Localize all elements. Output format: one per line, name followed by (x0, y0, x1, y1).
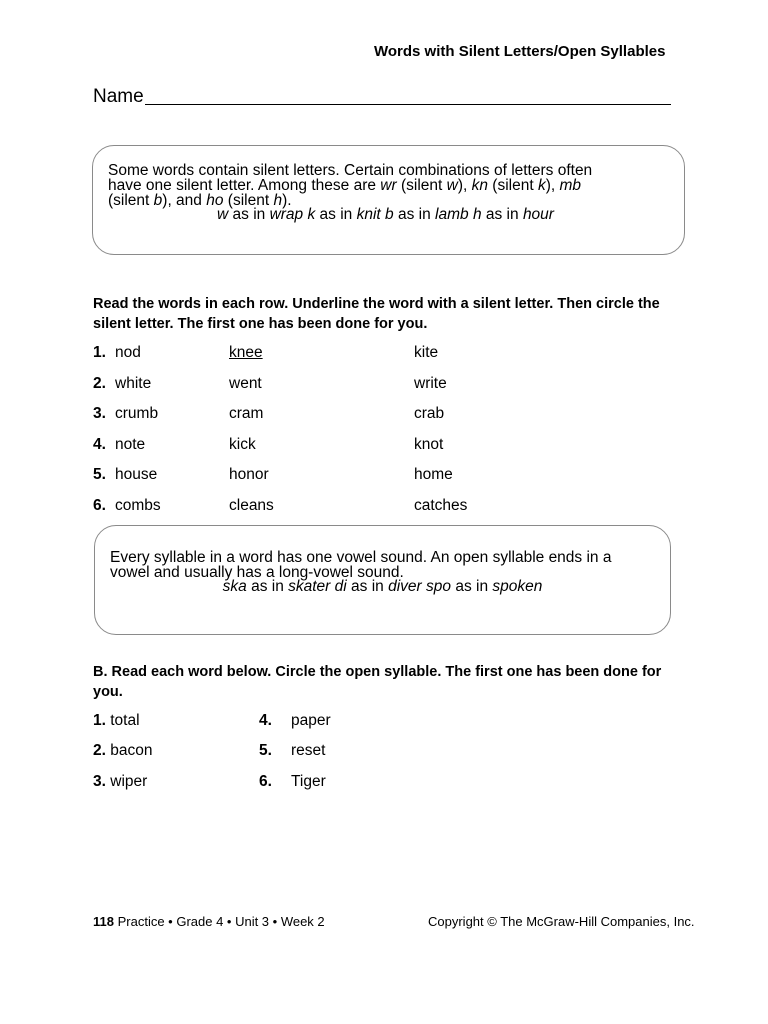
word-option[interactable]: kite (414, 344, 439, 361)
explanation-line-2: have one silent letter. Among these are wr (silent w), kn (silent k), mb (108, 177, 582, 194)
open-syllables-info-box (94, 525, 671, 635)
copyright-notice: Copyright © The McGraw-Hill Companies, Inc. (428, 914, 695, 929)
section-a-instructions: Read the words in each row. Underline the word with a silent letter. Then circle the silent letter. The first one has been done for you. (93, 296, 660, 332)
section-b-instructions: B. Read each word below. Circle the open syllable. The first one has been done for you. (93, 664, 662, 700)
syllable-word[interactable]: wiper (110, 773, 148, 790)
item-number: 2. (93, 742, 106, 759)
footer-page-info (93, 914, 325, 929)
item-number: 4. (259, 712, 272, 729)
word-option[interactable]: note (115, 436, 146, 453)
row-number: 5. (93, 466, 106, 483)
syllable-item (259, 712, 331, 732)
word-option[interactable]: knot (414, 436, 444, 453)
word-option[interactable]: cram (229, 405, 264, 422)
item-number: 1. (93, 712, 106, 729)
explanation-line-2: vowel and usually has a long-vowel sound. (110, 564, 404, 581)
syllable-word[interactable]: paper (291, 712, 331, 729)
row-number: 4. (93, 436, 106, 453)
syllable-item (93, 742, 152, 762)
word-option[interactable]: crab (414, 405, 445, 422)
syllable-item (93, 773, 147, 793)
word-option[interactable]: home (414, 466, 453, 483)
word-option[interactable]: catches (414, 497, 468, 514)
row-number: 3. (93, 405, 106, 422)
word-option[interactable]: honor (229, 466, 269, 483)
name-label: Name (93, 86, 144, 107)
row-number: 6. (93, 497, 106, 514)
word-option[interactable]: write (414, 375, 447, 392)
explanation-line-3: (silent b), and ho (silent h). (108, 192, 292, 209)
row-number: 1. (93, 344, 106, 361)
explanation-line-1: Some words contain silent letters. Certain combinations of letters often (108, 162, 593, 179)
silent-letter-examples: w as in wrap k as in knit b as in lamb h as in hour (217, 206, 554, 223)
open-syllable-examples: ska as in skater di as in diver spo as in spoken (222, 578, 543, 595)
word-option[interactable]: cleans (229, 497, 274, 514)
syllable-item (259, 773, 326, 793)
word-option[interactable]: crumb (115, 405, 159, 422)
word-option[interactable]: nod (115, 344, 141, 361)
syllable-word[interactable]: bacon (110, 742, 153, 759)
open-syllables-explanation (110, 550, 670, 580)
page-header-title: Words with Silent Letters/Open Syllables (374, 43, 666, 60)
word-option[interactable]: house (115, 466, 158, 483)
name-line (145, 104, 671, 105)
syllable-word[interactable]: total (110, 712, 140, 729)
page-number: 118 (93, 914, 114, 929)
word-option[interactable]: combs (115, 497, 161, 514)
syllable-item (93, 712, 140, 732)
syllable-word[interactable]: Tiger (291, 773, 326, 790)
word-option[interactable]: white (115, 375, 152, 392)
item-number: 5. (259, 742, 272, 759)
word-option[interactable]: kick (229, 436, 256, 453)
item-number: 3. (93, 773, 106, 790)
syllable-item (259, 742, 326, 762)
silent-letters-info-box (92, 145, 685, 255)
silent-letters-explanation (108, 163, 668, 208)
word-option-underlined[interactable]: knee (229, 344, 263, 361)
course-info: Practice • Grade 4 • Unit 3 • Week 2 (113, 914, 325, 929)
syllable-word[interactable]: reset (291, 742, 326, 759)
item-number: 6. (259, 773, 272, 790)
explanation-line-1: Every syllable in a word has one vowel sound. An open syllable ends in a (110, 549, 612, 566)
row-number: 2. (93, 375, 106, 392)
word-option[interactable]: went (229, 375, 262, 392)
